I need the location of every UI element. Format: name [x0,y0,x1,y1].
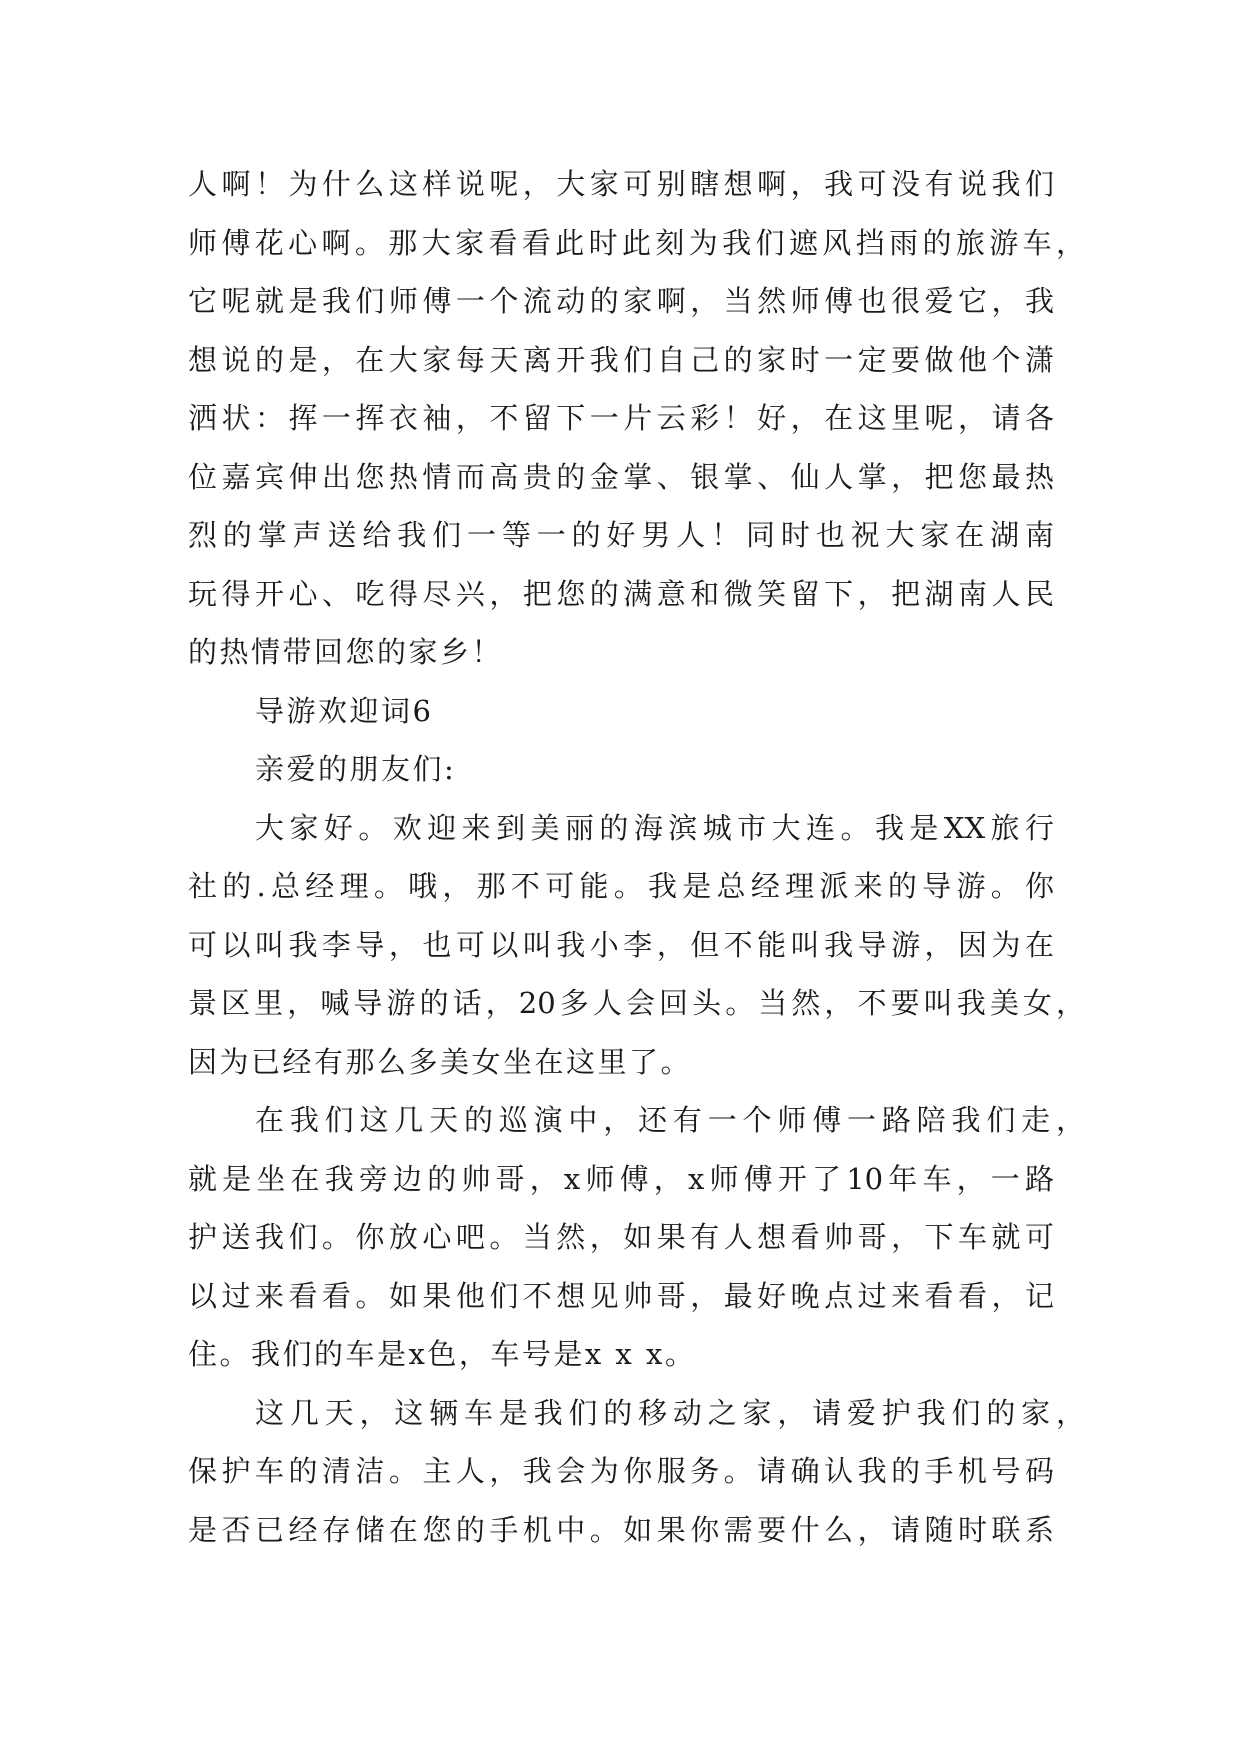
paragraph [188,799,1085,1092]
text-line: 是否已经存储在您的手机中。如果你需要什么，请随时联系 [188,1512,1054,1547]
salutation: 亲爱的朋友们: [255,752,457,786]
text-line: 这几天，这辆车是我们的移动之家，请爱护我们的家， [255,1395,1085,1430]
text-line: 大家好。欢迎来到美丽的海滨城市大连。我是XX旅行 [255,810,1054,845]
paragraph [188,1384,1085,1560]
paragraph [188,740,1054,799]
text-line: 保护车的清洁。主人，我会为你服务。请确认我的手机号码 [188,1454,1054,1488]
document-body [188,155,1085,1559]
text-line: 人啊！为什么这样说呢，大家可别瞎想啊，我可没有说我们 [188,167,1054,201]
text-line: 可以叫我李导，也可以叫我小李，但不能叫我导游，因为在 [188,927,1054,962]
text-line: 社的.总经理。哦，那不可能。我是总经理派来的导游。你 [188,869,1054,903]
text-line: 在我们这几天的巡演中，还有一个师傅一路陪我们走， [255,1103,1085,1137]
text-line: 护送我们。你放心吧。当然，如果有人想看帅哥，下车就可 [188,1220,1054,1254]
text-line: 它呢就是我们师傅一个流动的家啊，当然师傅也很爱它，我 [188,284,1054,318]
text-line: 玩得开心、吃得尽兴，把您的满意和微笑留下，把湖南人民 [188,576,1054,611]
text-line: 想说的是，在大家每天离开我们自己的家时一定要做他个潇 [188,342,1054,377]
text-line: 就是坐在我旁边的帅哥，x师傅，x师傅开了10年车，一路 [188,1161,1054,1196]
paragraph [188,155,1085,682]
text-line: 洒状：挥一挥衣袖，不留下一片云彩！好，在这里呢，请各 [188,401,1054,435]
text-line: 的热情带回您的家乡！ [188,635,504,669]
text-line: 位嘉宾伸出您热情而高贵的金掌、银掌、仙人掌，把您最热 [188,459,1054,494]
text-line: 因为已经有那么多美女坐在这里了。 [188,1044,693,1079]
text-line: 以过来看看。如果他们不想见帅哥，最好晚点过来看看，记 [188,1278,1054,1313]
text-line: 景区里，喊导游的话，20多人会回头。当然，不要叫我美女， [188,986,1085,1020]
text-line: 烈的掌声送给我们一等一的好男人！同时也祝大家在湖南 [188,518,1054,552]
text-line: 师傅花心啊。那大家看看此时此刻为我们遮风挡雨的旅游车， [188,225,1085,260]
paragraph [188,1091,1085,1384]
paragraph [188,682,1054,741]
text-line: 住。我们的车是x色，车号是x x x。 [188,1337,697,1371]
section-heading: 导游欢迎词6 [255,693,434,728]
